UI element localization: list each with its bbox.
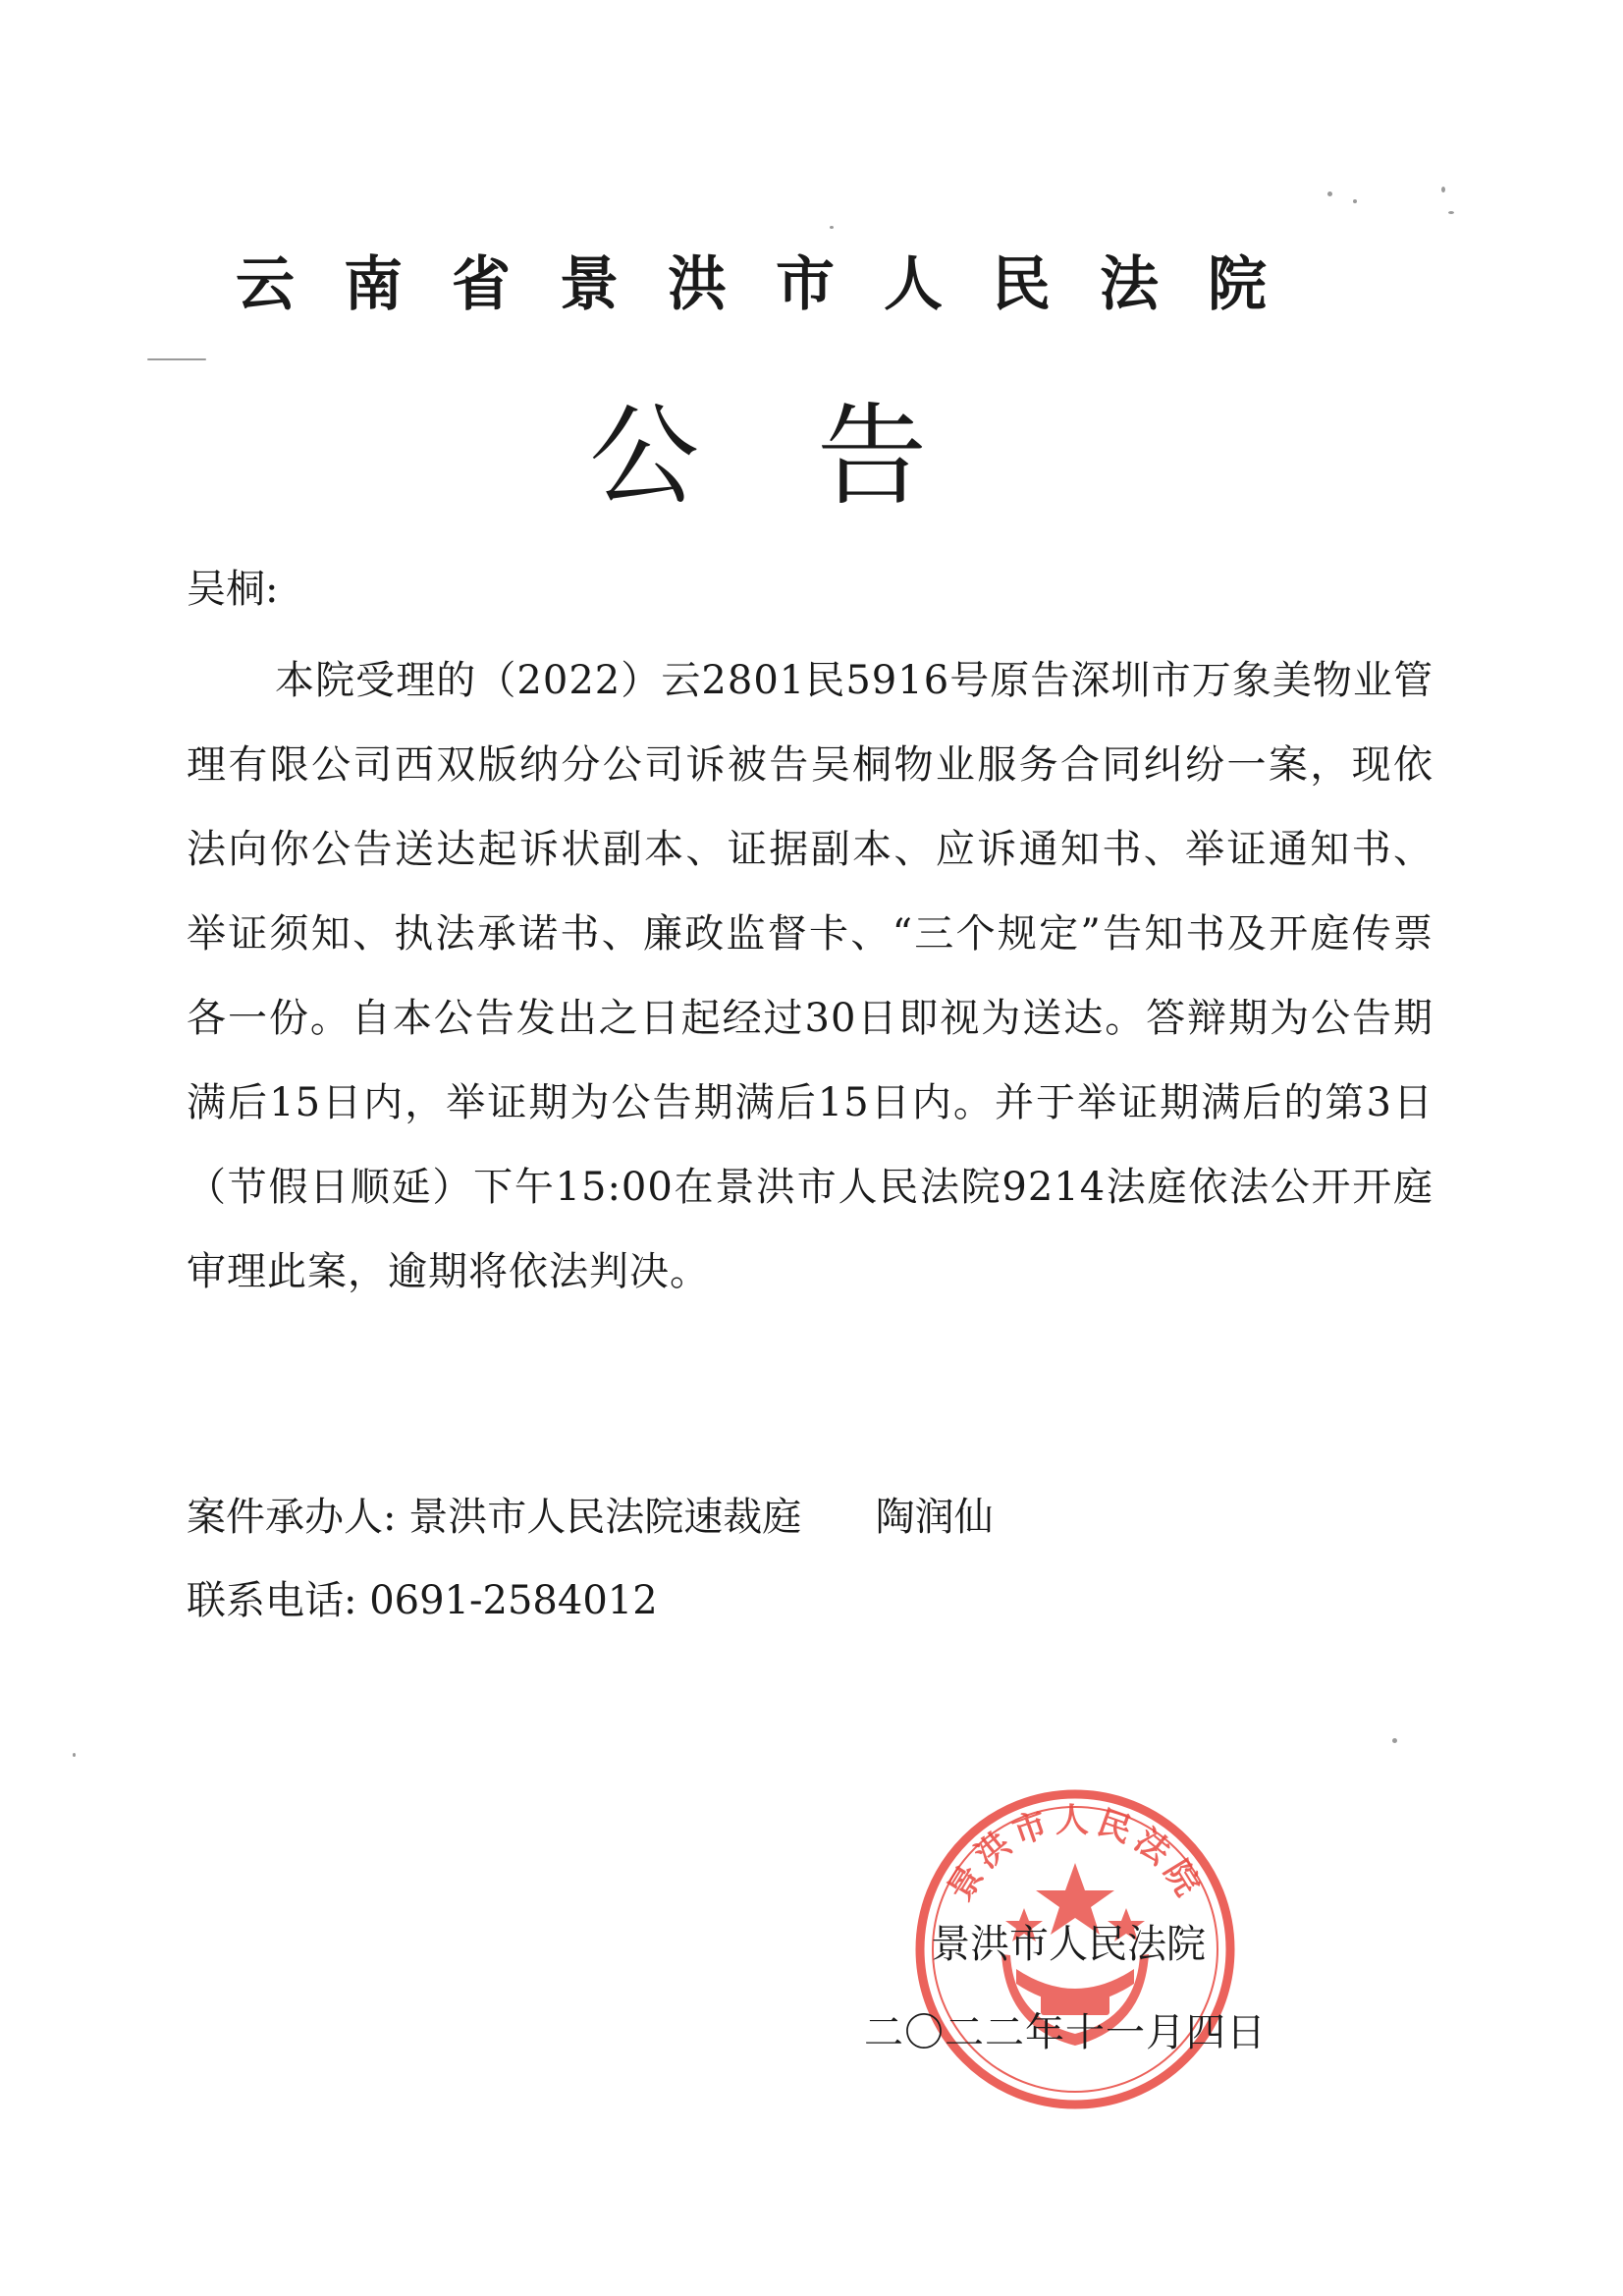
contact-line [187, 1571, 658, 1630]
scan-speck [73, 1753, 76, 1757]
phone-number: 0691-2584012 [369, 1578, 658, 1623]
phone-label: 联系电话: [187, 1578, 357, 1623]
signature-date: 二〇二二年十一月四日 [864, 2010, 1267, 2055]
scan-speck [1441, 187, 1445, 192]
handler-name: 陶润仙 [875, 1495, 994, 1540]
case-handler-line [187, 1488, 994, 1547]
scan-speck [830, 226, 834, 229]
notice-title: 公告 [589, 393, 1045, 520]
scan-speck [1392, 1738, 1397, 1743]
scan-speck [1353, 199, 1357, 203]
scan-speck [147, 358, 206, 360]
signature-court: 景洪市人民法院 [931, 1922, 1206, 1967]
handler-department: 景洪市人民法院速裁庭 [408, 1495, 802, 1540]
court-name-heading: 云南省景洪市人民法院 [236, 250, 1316, 319]
scan-speck [1448, 211, 1454, 214]
notice-body: 本院受理的（2022）云2801民5916号原告深圳市万象美物业管理有限公司西双版纳分公司诉被告吴桐物业服务合同纠纷一案，现依法向你公告送达起诉状副本、证据副本、应诉通知书、举证通知书、举证须知、执法承诺书、廉政监督卡、“三个规定”告知书及开庭传票各一份。自本公告发出之日起经过30日即视为送达。答辩期为公告期满后15日内，举证期为公告期满后15日内。并于举证期满后的第3日（节假日顺延）下午15:00在景洪市人民法院9214法庭依法公开开庭审理此案，逾期将依法判决。 [187, 658, 1434, 1294]
seal-ring-text: 景洪市人民法院 [940, 1800, 1211, 1908]
scan-speck [1327, 191, 1332, 196]
addressee: 吴桐: [187, 567, 279, 612]
handler-label: 案件承办人: [187, 1495, 397, 1540]
